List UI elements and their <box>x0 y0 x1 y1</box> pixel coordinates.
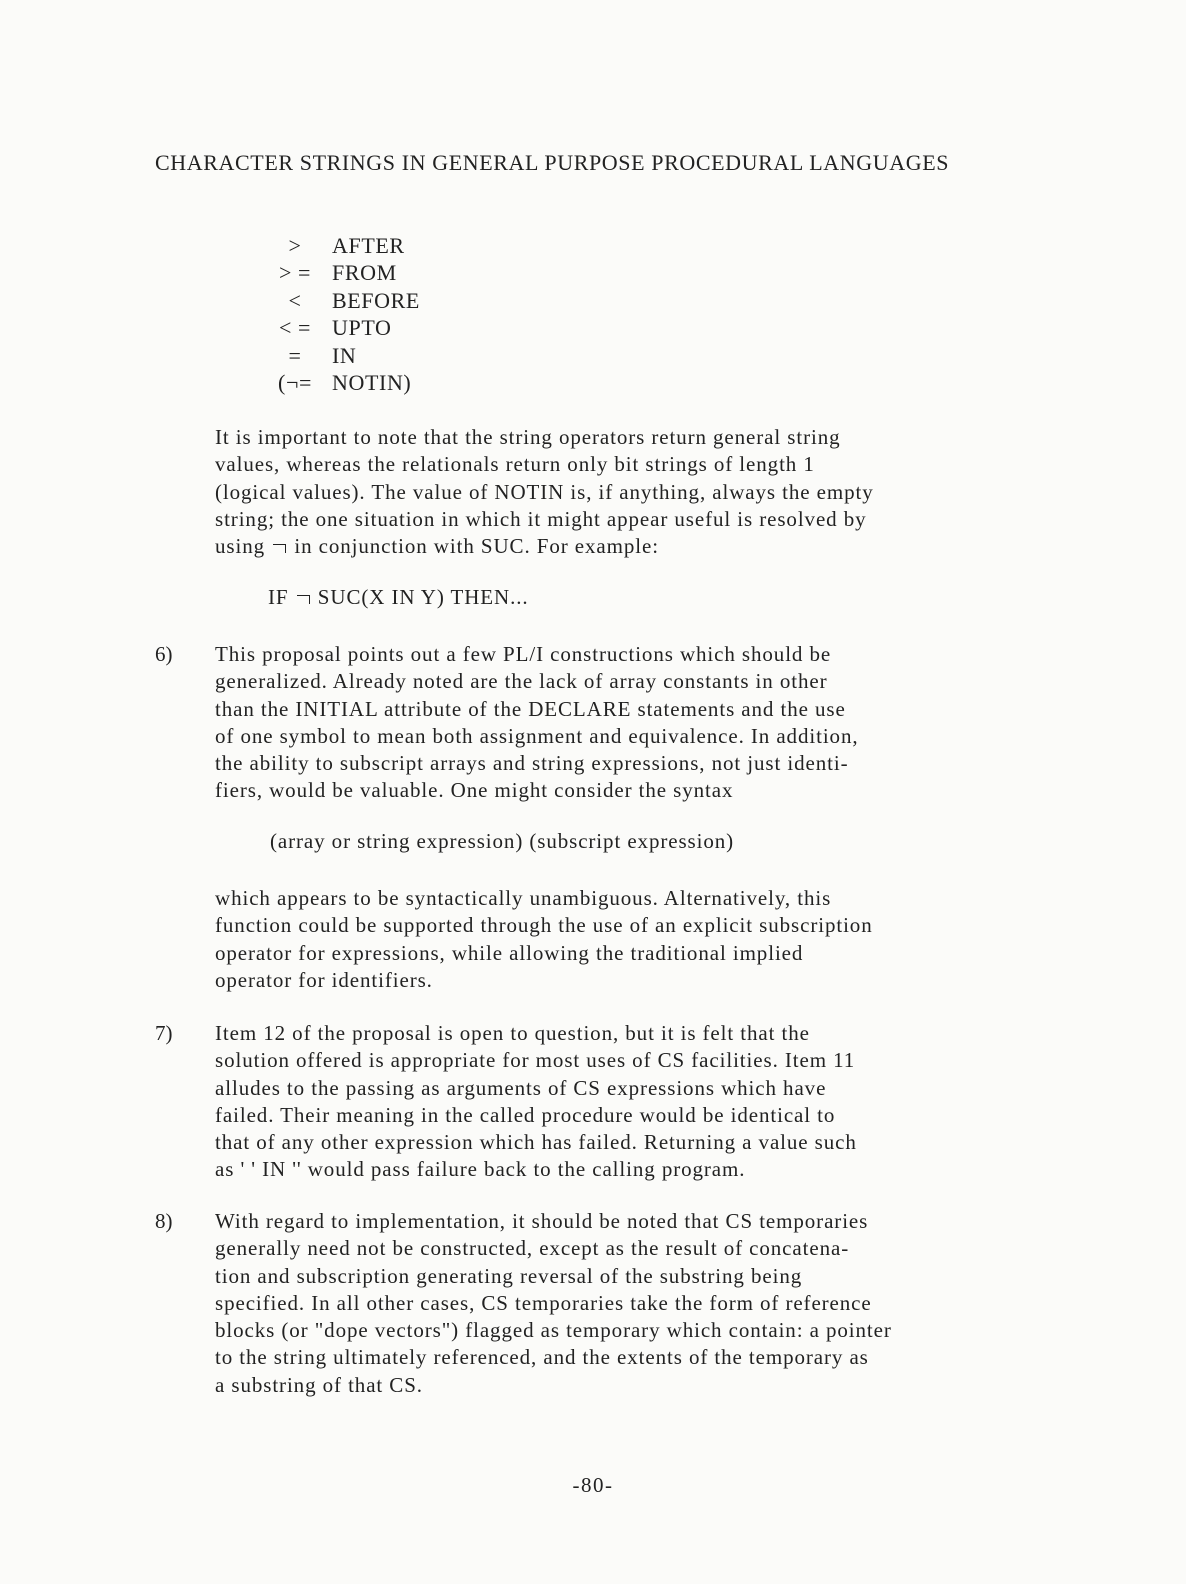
operator-keyword: NOTIN) <box>332 369 412 395</box>
text-line: generalized. Already noted are the lack of array constants in other <box>215 669 828 694</box>
text-line: string; the one situation in which it might appear useful is resolved by <box>215 506 867 531</box>
operator-symbol: < = <box>278 315 312 341</box>
text-line: of one symbol to mean both assignment and equivalence. In addition, <box>215 723 859 748</box>
item-6-continuation <box>215 885 873 994</box>
text-line: alludes to the passing as arguments of CS expressions which have <box>215 1075 827 1100</box>
text-line: a substring of that CS. <box>215 1372 423 1397</box>
text-line: as ' ' IN '' would pass failure back to the calling program. <box>215 1157 746 1182</box>
operator-keyword: UPTO <box>332 315 392 341</box>
operator-keyword: IN <box>332 342 357 368</box>
text-line: which appears to be syntactically unambiguous. Alternatively, this <box>215 886 832 910</box>
text-line: (logical values). The value of NOTIN is, if anything, always the empty <box>215 479 874 504</box>
text-line: generally need not be constructed, except as the result of concatena- <box>215 1236 850 1261</box>
operator-keyword: AFTER <box>332 233 405 258</box>
item-number: 8) <box>155 1209 173 1233</box>
code-fragment: IF <box>268 585 289 609</box>
text-line: specified. In all other cases, CS temporaries take the form of reference <box>215 1290 872 1315</box>
example-statement <box>268 585 529 610</box>
operator-keyword: BEFORE <box>332 287 420 313</box>
text-line: fiers, would be valuable. One might consider the syntax <box>215 778 734 803</box>
text-line: With regard to implementation, it should be noted that CS temporaries <box>215 1209 869 1233</box>
text-line: This proposal points out a few PL/I constructions which should be <box>215 642 832 666</box>
not-symbol-icon <box>273 544 286 553</box>
operator-keyword: FROM <box>332 260 397 286</box>
text-line: values, whereas the relationals return only bit strings of length 1 <box>215 452 815 477</box>
operator-row <box>258 259 420 286</box>
note-paragraph <box>215 424 874 560</box>
text-line: function could be supported through the use of an explicit subscription <box>215 913 873 938</box>
page-header: CHARACTER STRINGS IN GENERAL PURPOSE PROCEDURAL LANGUAGES <box>155 150 950 175</box>
item-number: 6) <box>155 642 173 666</box>
syntax-example: (array or string expression) (subscript expression) <box>270 829 735 853</box>
text-line: failed. Their meaning in the called procedure would be identical to <box>215 1102 836 1127</box>
operator-symbol: < <box>288 287 302 313</box>
operator-row <box>258 314 420 341</box>
operator-row <box>258 232 420 259</box>
operator-symbol: > <box>288 233 302 258</box>
operator-row <box>258 369 420 396</box>
page-number: -80- <box>572 1473 614 1497</box>
text-fragment: using <box>215 534 266 559</box>
text-line: that of any other expression which has failed. Returning a value such <box>215 1130 857 1155</box>
item-7-paragraph <box>215 1020 857 1184</box>
item-8-paragraph <box>215 1208 892 1399</box>
code-fragment: SUC(X IN Y) THEN... <box>317 585 529 609</box>
text-line: than the INITIAL attribute of the DECLARE statements and the use <box>215 696 846 721</box>
text-line: the ability to subscript arrays and string expressions, not just identi- <box>215 751 849 776</box>
text-line: operator for identifiers. <box>215 967 433 992</box>
not-symbol-icon <box>297 595 310 604</box>
operator-symbol: = <box>288 342 302 368</box>
operator-symbol: (¬= <box>278 369 312 395</box>
operator-symbol: > = <box>278 260 312 286</box>
item-number: 7) <box>155 1021 173 1045</box>
text-line: operator for expressions, while allowing the traditional implied <box>215 940 804 965</box>
text-line: Item 12 of the proposal is open to question, but it is felt that the <box>215 1021 810 1045</box>
text-line: to the string ultimately referenced, and the extents of the temporary as <box>215 1345 869 1370</box>
item-6-paragraph <box>215 641 859 805</box>
operator-row <box>258 287 420 314</box>
operator-list <box>258 232 420 396</box>
text-line <box>215 533 874 560</box>
text-line: It is important to note that the string operators return general string <box>215 425 841 449</box>
text-line: solution offered is appropriate for most uses of CS facilities. Item 11 <box>215 1048 856 1073</box>
operator-row <box>258 342 420 369</box>
text-fragment: in conjunction with SUC. For example: <box>294 534 659 559</box>
text-line: tion and subscription generating reversal of the substring being <box>215 1263 803 1288</box>
text-line: blocks (or "dope vectors") flagged as temporary which contain: a pointer <box>215 1318 892 1343</box>
